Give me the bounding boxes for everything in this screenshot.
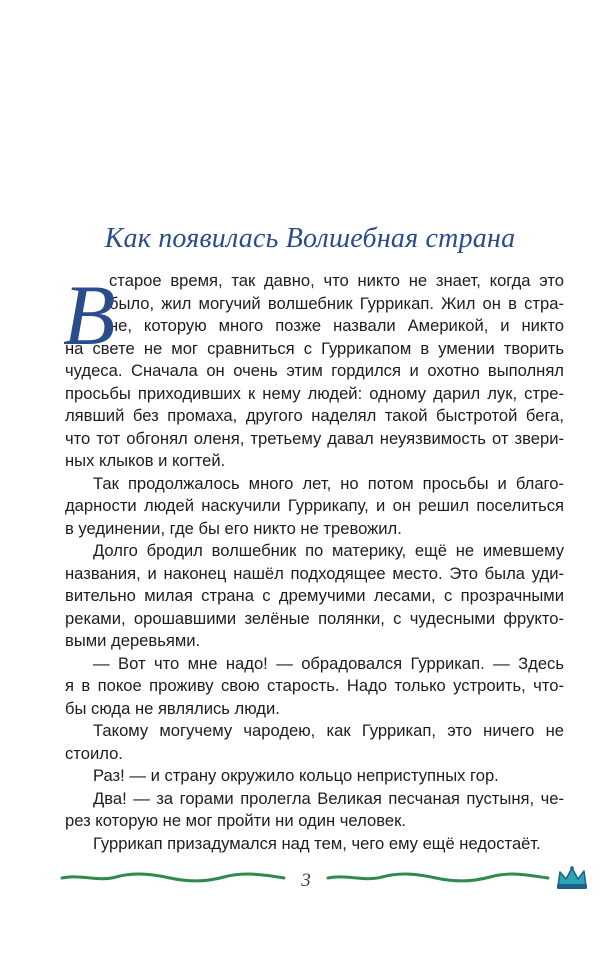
text-line: Так продолжалось много лет, но потом просьбы и благо-	[93, 473, 564, 493]
text-line: что тот обгонял оленя, третьему давал неуязвимость от звери-	[65, 428, 564, 448]
crown-icon	[557, 866, 587, 889]
text-line: я в покое проживу свою старость. Надо только устроить, что-	[65, 676, 564, 695]
text-line: не, которую много позже назвали Америкой, и никто	[109, 316, 564, 335]
page-number: 3	[301, 870, 311, 891]
text-line: рез которую не мог пройти ни один человек.	[65, 811, 406, 830]
text-line: на свете не мог сравниться с Гуррикапом в умении творить	[65, 338, 564, 358]
text-line: реками, орошавшими зелёные полянки, с чудесными фрукто-	[65, 608, 564, 628]
text-line: старое время, так давно, что никто не знает, когда это	[109, 271, 564, 290]
text-line: ных клыков и когтей.	[65, 451, 226, 470]
text-line: в уединении, где бы его никто не тревожил.	[65, 518, 402, 538]
text-line: Раз! — и страну окружило кольцо неприступных гор.	[93, 766, 499, 785]
text-line: Два! — за горами пролегла Великая песчаная пустыня, че-	[93, 788, 564, 808]
text-line: Гуррикап призадумался над тем, чего ему ещё недостаёт.	[93, 833, 541, 853]
drop-cap: В	[63, 267, 116, 363]
text-line: выми деревьями.	[65, 631, 201, 650]
wave-divider-left	[62, 874, 284, 881]
chapter-text	[63, 267, 564, 855]
text-line: Долго бродил волшебник по материку, ещё не имевшему	[93, 541, 564, 560]
text-line: было, жил могучий волшебник Гуррикап. Жил он в стра-	[109, 293, 564, 313]
chapter-title: Как появилась Волшебная страна	[104, 223, 516, 254]
text-line: бы сюда не являлись люди.	[65, 698, 280, 718]
text-line: — Вот что мне надо! — обрадовался Гуррикап. — Здесь	[93, 653, 564, 673]
text-line: Такому могучему чародею, как Гуррикап, это ничего не	[93, 721, 564, 740]
text-line: стоило.	[65, 743, 123, 763]
text-line: названия, и наконец нашёл подходящее место. Это была уди-	[65, 563, 564, 583]
text-line: вительно милая страна с дремучими лесами, с прозрачными	[65, 586, 564, 605]
text-line: чудеса. Сначала он очень этим гордился и охотно выполнял	[65, 361, 564, 380]
text-line: дарности людей наскучили Гуррикапу, и он решил поселиться	[65, 496, 564, 515]
wave-divider-right	[328, 874, 548, 881]
text-line: лявший без промаха, другого наделял такой быстротой бега,	[65, 406, 564, 425]
text-line: просьбы приходивших к нему людей: одному дарил лук, стре-	[65, 383, 564, 403]
